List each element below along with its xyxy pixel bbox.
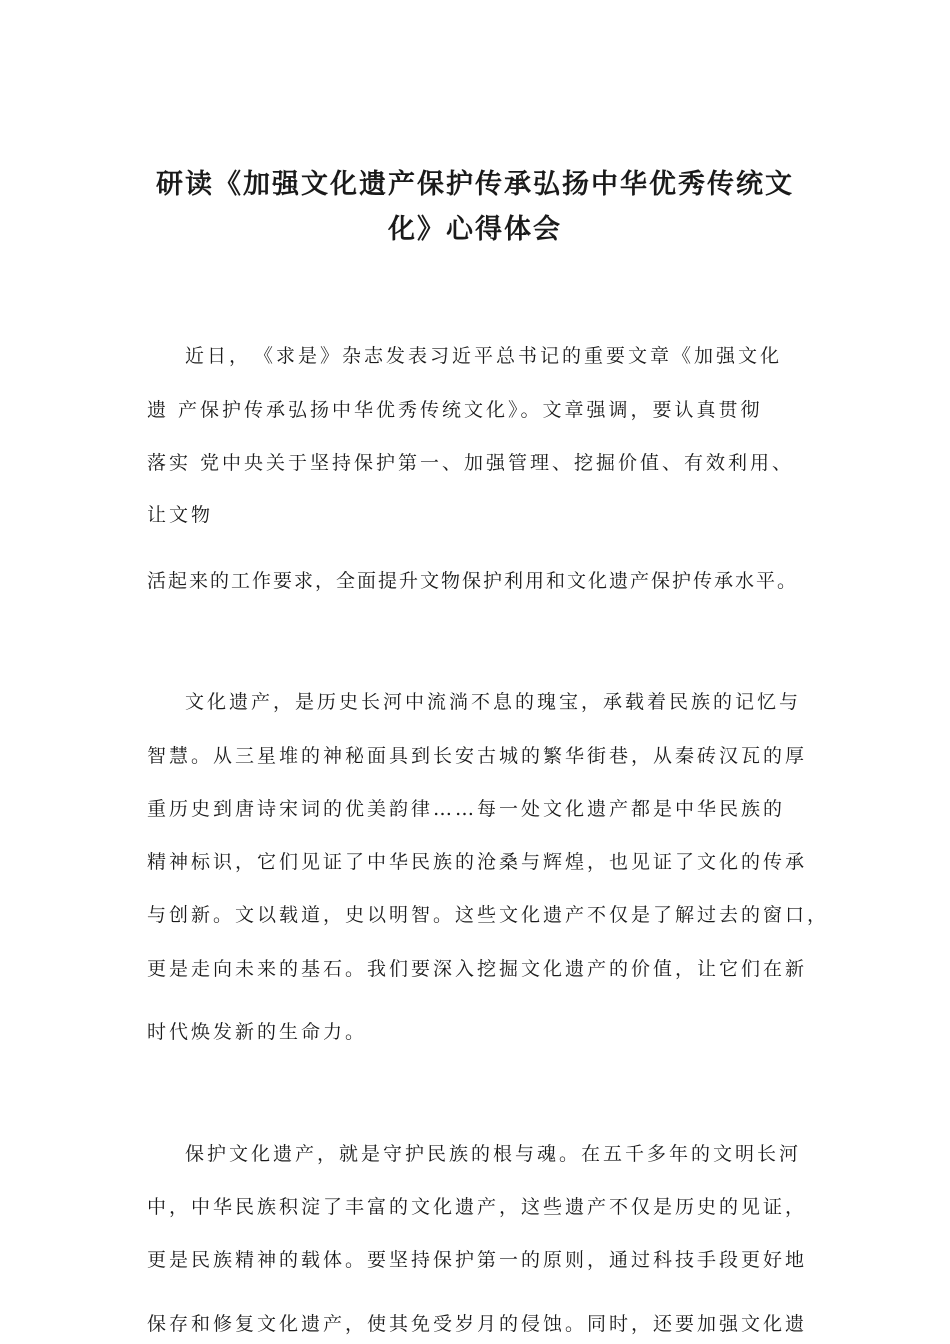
paragraph-2-line-6: 更是走向未来的基石。我们要深入挖掘文化遗产的价值，让它们在新 — [147, 958, 808, 980]
paragraph-3-line-1: 保护文化遗产，就是守护民族的根与魂。在五千多年的文明长河 — [185, 1143, 802, 1165]
paragraph-3-line-3: 更是民族精神的载体。要坚持保护第一的原则，通过科技手段更好地 — [147, 1249, 808, 1271]
paragraph-2-line-4: 精神标识，它们见证了中华民族的沧桑与辉煌，也见证了文化的传承 — [147, 851, 808, 873]
paragraph-1-line-4: 让文物 — [147, 504, 214, 526]
document-title-line-2: 化》心得体会 — [388, 214, 562, 245]
document-title-line-1: 研读《加强文化遗产保护传承弘扬中华优秀传统文 — [156, 169, 794, 200]
paragraph-2-line-5: 与创新。文以载道，史以明智。这些文化遗产不仅是了解过去的窗口， — [147, 904, 830, 926]
paragraph-2-line-1: 文化遗产，是历史长河中流淌不息的瑰宝，承载着民族的记忆与 — [185, 691, 802, 713]
paragraph-2-line-3: 重历史到唐诗宋词的优美韵律……每一处文化遗产都是中华民族的 — [147, 798, 786, 820]
paragraph-1-line-3: 落实 党中央关于坚持保护第一、加强管理、挖掘价值、有效利用、 — [147, 452, 795, 474]
paragraph-1-line-2: 遗 产保护传承弘扬中华优秀传统文化》。文章强调，要认真贯彻 — [147, 399, 763, 421]
paragraph-2-line-2: 智慧。从三星堆的神秘面具到长安古城的繁华街巷，从秦砖汉瓦的厚 — [147, 745, 808, 767]
paragraph-3-line-4: 保存和修复文化遗产，使其免受岁月的侵蚀。同时，还要加强文化遗 — [147, 1313, 808, 1335]
paragraph-2-line-7: 时代焕发新的生命力。 — [147, 1021, 368, 1043]
paragraph-3-line-2: 中，中华民族积淀了丰富的文化遗产，这些遗产不仅是历史的见证， — [147, 1196, 808, 1218]
paragraph-1-line-1: 近日， 《求是》杂志发表习近平总书记的重要文章《加强文化 — [185, 345, 783, 367]
paragraph-1-line-5: 活起来的工作要求，全面提升文物保护利用和文化遗产保护传承水平。 — [147, 570, 799, 592]
